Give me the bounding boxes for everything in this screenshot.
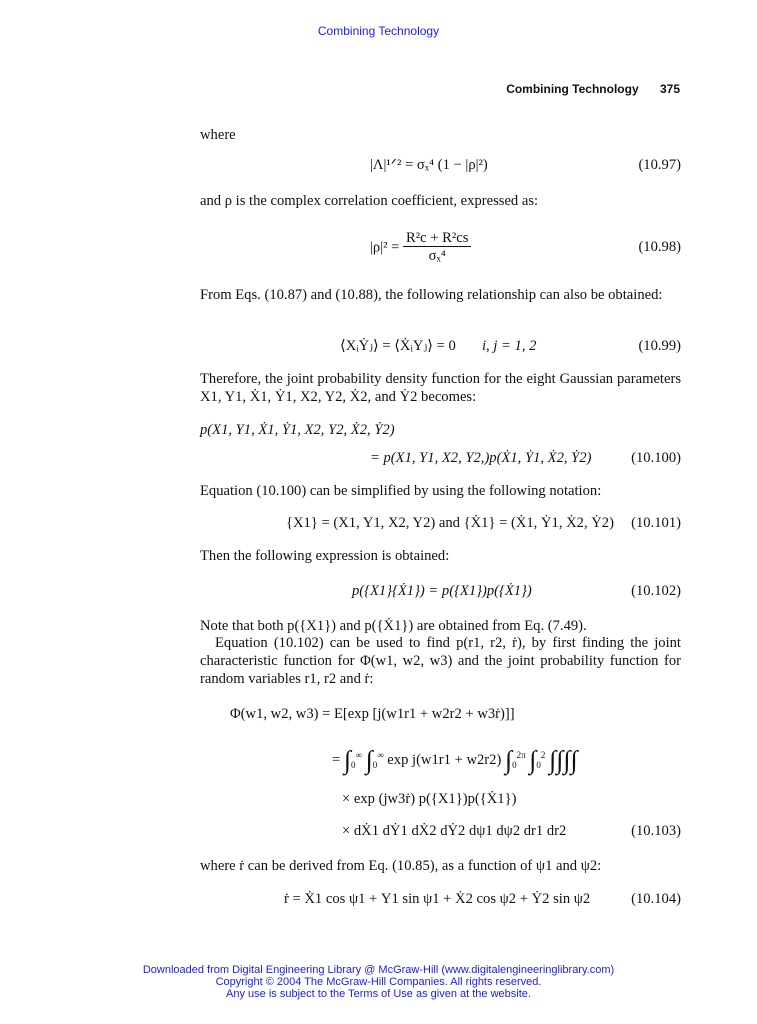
integral-upper-limit: ∞ [355, 750, 362, 760]
simplified-text: Equation (10.100) can be simplified by using the following notation: [200, 483, 602, 499]
integral-upper-limit: 2π [516, 750, 526, 760]
multiple-integral-signs: ∫∫∫∫ [549, 745, 578, 775]
integral-lower-limit: 0 [351, 759, 356, 770]
integral-lower-limit: 0 [512, 759, 517, 770]
equation-10-98 [200, 228, 681, 268]
eq-10-98-number: (10.98) [638, 239, 681, 255]
equation-10-97 [200, 156, 681, 180]
where-text-2: where ṙ can be derived from Eq. (10.85), as a function of ψ1 and ψ2: [200, 858, 602, 874]
eq-10-97-body: |Λ|¹ᐟ² = σₓ⁴ (1 − |ρ|²) [370, 157, 488, 173]
integral-lower-limit: 0 [536, 759, 541, 770]
equation-10-103-line-2 [200, 738, 681, 778]
eq-10-98-fraction [403, 230, 471, 265]
eq-10-99-condition: i, j = 1, 2 [482, 338, 537, 354]
equation-10-104 [200, 890, 681, 914]
integral-upper-limit: 2 [540, 750, 546, 760]
equation-10-103-line-1 [230, 705, 681, 729]
eq-10-103-exp-term: exp j(w1r1 + w2r2) [387, 751, 502, 768]
equation-10-102 [200, 582, 681, 606]
eq-10-98-lhs: |ρ|² = [370, 239, 400, 256]
eq-10-103-phi: Φ(w1, w2, w3) = E[exp [j(w1r1 + w2r2 + w3ṙ)]] [230, 706, 515, 722]
integral-sign: ∫ [504, 745, 513, 775]
eq-10-99-number: (10.99) [638, 338, 681, 354]
therefore-text: Therefore, the joint probability density function for the eight Gaussian parameters X1, Y1, Ẋ1, Ẏ1, X2, Y2, Ẋ2, and Ẏ2 becomes: [200, 371, 681, 405]
eq-10-100-lhs: p(X1, Y1, Ẋ1, Ẏ1, X2, Y2, Ẋ2, Ẏ2) [200, 422, 395, 438]
note-text: Note that both p({X1}) and p({Ẋ1}) are obtained from Eq. (7.49). [200, 618, 587, 634]
equation-10-100-line-2 [200, 449, 681, 473]
eq-10-103-exp-factor: × exp (jw3ṙ) p({X1})p({Ẋ1}) [342, 791, 517, 807]
integral-lower-limit: 0 [372, 759, 378, 770]
eq-10-101-number: (10.101) [631, 515, 681, 531]
footer-download-link[interactable]: Downloaded from Digital Engineering Library @ McGraw-Hill (www.digitalengineeringlibrary.com) [142, 964, 615, 976]
eq-10-98-expression [370, 230, 471, 265]
equation-10-100-line-1 [200, 421, 681, 445]
eq-10-98-denominator: σₓ⁴ [428, 248, 446, 264]
eq-10-100-rhs: = p(X1, Y1, X2, Y2,)p(Ẋ1, Ẏ1, Ẋ2, Ẏ2) [370, 450, 592, 466]
eq-10-100-number: (10.100) [631, 450, 681, 466]
eq-10-104-number: (10.104) [631, 891, 681, 907]
equation-10-103-line-4 [200, 822, 681, 846]
eq-10-102-usage-text: Equation (10.102) can be used to find p(r1, r2, ṙ), by first finding the joint characteristic function for Φ(w1, w2, w3) and the joint probability function for random variables r1, r2 and ṙ: [200, 635, 681, 687]
footer-terms-link[interactable]: Any use is subject to the Terms of Use as given at the website. [226, 988, 531, 1000]
integral-sign: ∫ [343, 745, 352, 775]
eq-10-103-integrals [332, 746, 578, 774]
eq-10-103-differentials: × dẊ1 dẎ1 dẊ2 dẎ2 dψ1 dψ2 dr1 dr2 [342, 823, 567, 839]
footer-copyright: Copyright © 2004 The McGraw-Hill Companies. All rights reserved. [215, 976, 542, 988]
rho-definition-text: and ρ is the complex correlation coefficient, expressed as: [200, 193, 539, 209]
equation-10-99 [200, 337, 681, 361]
eq-10-98-numerator: R²c + R²cs [403, 230, 471, 247]
eq-10-102-body: p({X1}{Ẋ1}) = p({X1})p({Ẋ1}) [352, 583, 532, 599]
then-text: Then the following expression is obtained: [200, 548, 450, 564]
eq-10-99-body: ⟨XᵢẎⱼ⟩ = ⟨ẊᵢYⱼ⟩ = 0 [340, 338, 456, 354]
eq-10-101-body: {X1} = (X1, Y1, X2, Y2) and {Ẋ1} = (Ẋ1, Ẏ1, Ẋ2, Ẏ2) [286, 515, 614, 531]
top-banner[interactable]: Combining Technology [317, 24, 440, 38]
footer [0, 964, 757, 1000]
running-head-title: Combining Technology [506, 82, 639, 96]
where-text-1: where [200, 127, 236, 143]
running-head [506, 82, 680, 96]
eq-10-97-number: (10.97) [638, 157, 681, 173]
integral-sign: ∫ [529, 745, 537, 775]
integral-sign: ∫ [365, 745, 373, 775]
from-eqs-text: From Eqs. (10.87) and (10.88), the following relationship can also be obtained: [200, 287, 663, 303]
eq-10-102-number: (10.102) [631, 583, 681, 599]
eq-10-103-number: (10.103) [631, 823, 681, 839]
page-number: 375 [659, 82, 680, 96]
equals-sign: = [332, 751, 344, 768]
equation-10-103-line-3 [200, 790, 681, 814]
eq-10-104-body: ṙ = Ẋ1 cos ψ1 + Y1 sin ψ1 + Ẋ2 cos ψ2 + Ẏ2 sin ψ2 [284, 891, 591, 907]
integral-upper-limit: ∞ [377, 750, 384, 760]
equation-10-101 [200, 514, 681, 538]
